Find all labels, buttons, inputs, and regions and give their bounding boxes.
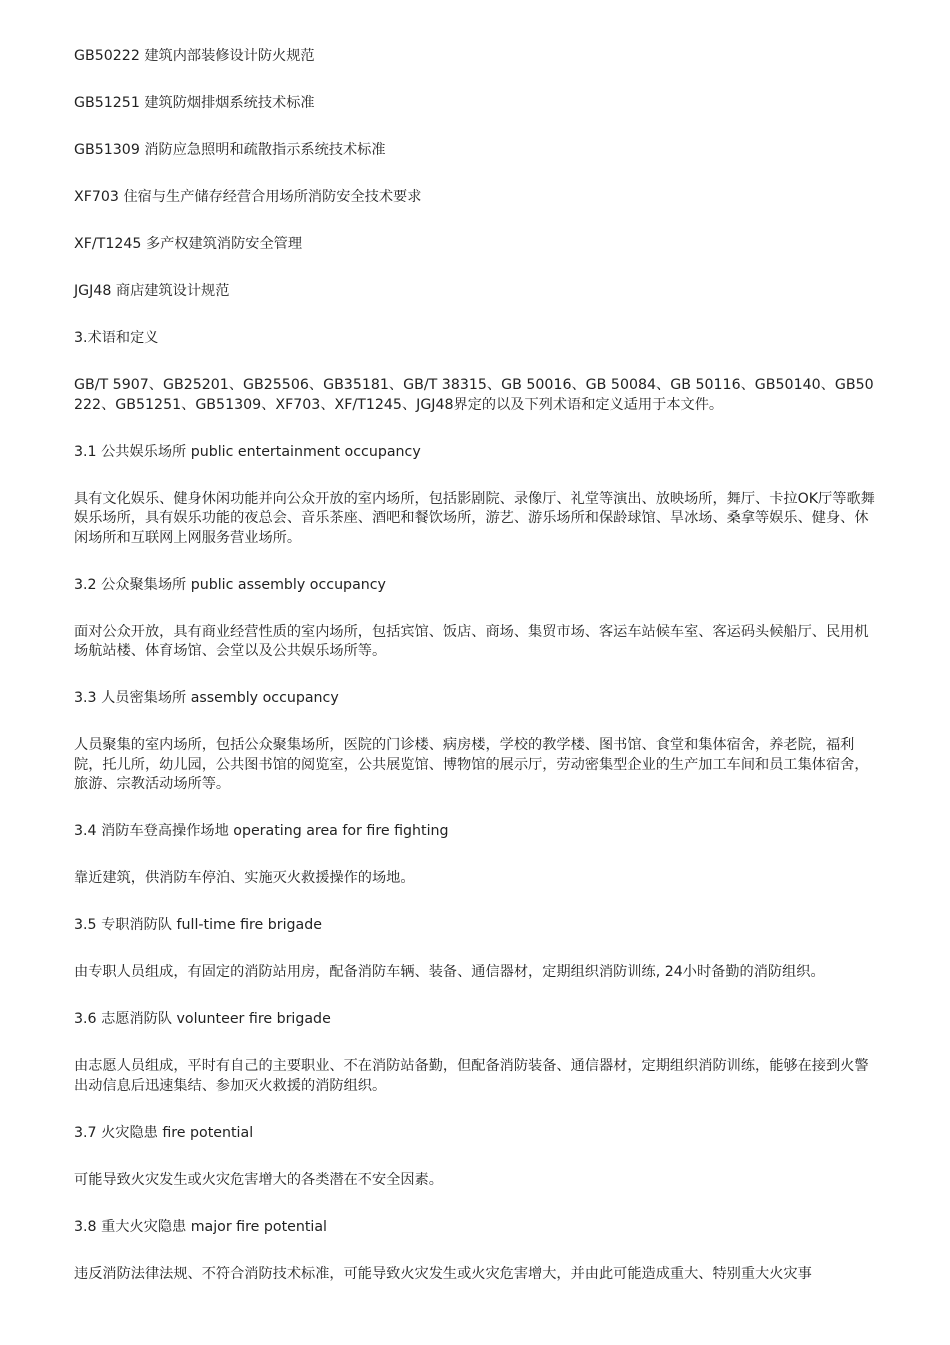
term-heading: 3.6 志愿消防队 volunteer fire brigade xyxy=(74,1011,331,1027)
term-definition: 具有文化娱乐、健身休闲功能并向公众开放的室内场所，包括影剧院、录像厅、礼堂等演出、放映场所，舞厅、卡拉OK厅等歌舞娱乐场所，具有娱乐功能的夜总会、音乐茶座、酒吧和餐饮场所，游艺、游乐场所和保龄球馆、旱冰场、桑拿等娱乐、健身、休闲场所和互联网上网服务营业场所。 xyxy=(74,490,875,546)
term-heading: 3.3 人员密集场所 assembly occupancy xyxy=(74,690,339,706)
term-heading: 3.2 公众聚集场所 public assembly occupancy xyxy=(74,576,386,593)
term-definition: 靠近建筑，供消防车停泊、实施灭火救援操作的场地。 xyxy=(74,870,415,886)
term-definition: 由专职人员组成，有固定的消防站用房，配备消防车辆、装备、通信器材，定期组织消防训练, 24小时备勤的消防组织。 xyxy=(74,964,825,980)
term-heading: 3.1 公共娱乐场所 public entertainment occupancy xyxy=(74,443,421,460)
document-page xyxy=(74,47,882,1284)
term-definition: 人员聚集的室内场所，包括公众聚集场所，医院的门诊楼、病房楼，学校的教学楼、图书馆、食堂和集体宿舍，养老院，福利院，托儿所，幼儿园，公共图书馆的阅览室，公共展览馆、博物馆的展示厅，劳动密集型企业的生产加工车间和员工集体宿舍，旅游、宗教活动场所等。 xyxy=(74,737,869,792)
reference-standard: XF/T1245 多产权建筑消防安全管理 xyxy=(74,236,303,252)
reference-standard: GB51251 建筑防烟排烟系统技术标准 xyxy=(74,95,315,111)
section-heading: 3.术语和定义 xyxy=(74,330,159,346)
reference-standard: GB51309 消防应急照明和疏散指示系统技术标准 xyxy=(74,142,386,158)
reference-standard: GB50222 建筑内部装修设计防火规范 xyxy=(74,48,315,64)
reference-standard: JGJ48 商店建筑设计规范 xyxy=(74,283,230,299)
term-definition: 由志愿人员组成，平时有自己的主要职业、不在消防站备勤，但配备消防装备、通信器材，定期组织消防训练，能够在接到火警出动信息后迅速集结、参加灭火救援的消防组织。 xyxy=(74,1058,869,1094)
term-heading: 3.8 重大火灾隐患 major fire potential xyxy=(74,1218,327,1235)
term-definition: 违反消防法律法规、不符合消防技术标准，可能导致火灾发生或火灾危害增大，并由此可能造成重大、特别重大火灾事 xyxy=(74,1265,812,1282)
body-paragraph: GB/T 5907、GB25201、GB25506、GB35181、GB/T 38315、GB 50016、GB 50084、GB 50116、GB50140、GB50222、GB51251、GB51309、XF703、XF/T1245、JGJ48界定的以及下列术语和定义适用于本文件。 xyxy=(74,377,874,413)
term-heading: 3.5 专职消防队 full-time fire brigade xyxy=(74,917,322,933)
term-definition: 面对公众开放，具有商业经营性质的室内场所，包括宾馆、饭店、商场、集贸市场、客运车站候车室、客运码头候船厅、民用机场航站楼、体育场馆、会堂以及公共娱乐场所等。 xyxy=(74,623,869,659)
term-heading: 3.4 消防车登高操作场地 operating area for fire fighting xyxy=(74,823,449,839)
reference-standard: XF703 住宿与生产储存经营合用场所消防安全技术要求 xyxy=(74,189,422,205)
term-heading: 3.7 火灾隐患 fire potential xyxy=(74,1124,254,1141)
term-definition: 可能导致火灾发生或火灾危害增大的各类潜在不安全因素。 xyxy=(74,1171,443,1188)
